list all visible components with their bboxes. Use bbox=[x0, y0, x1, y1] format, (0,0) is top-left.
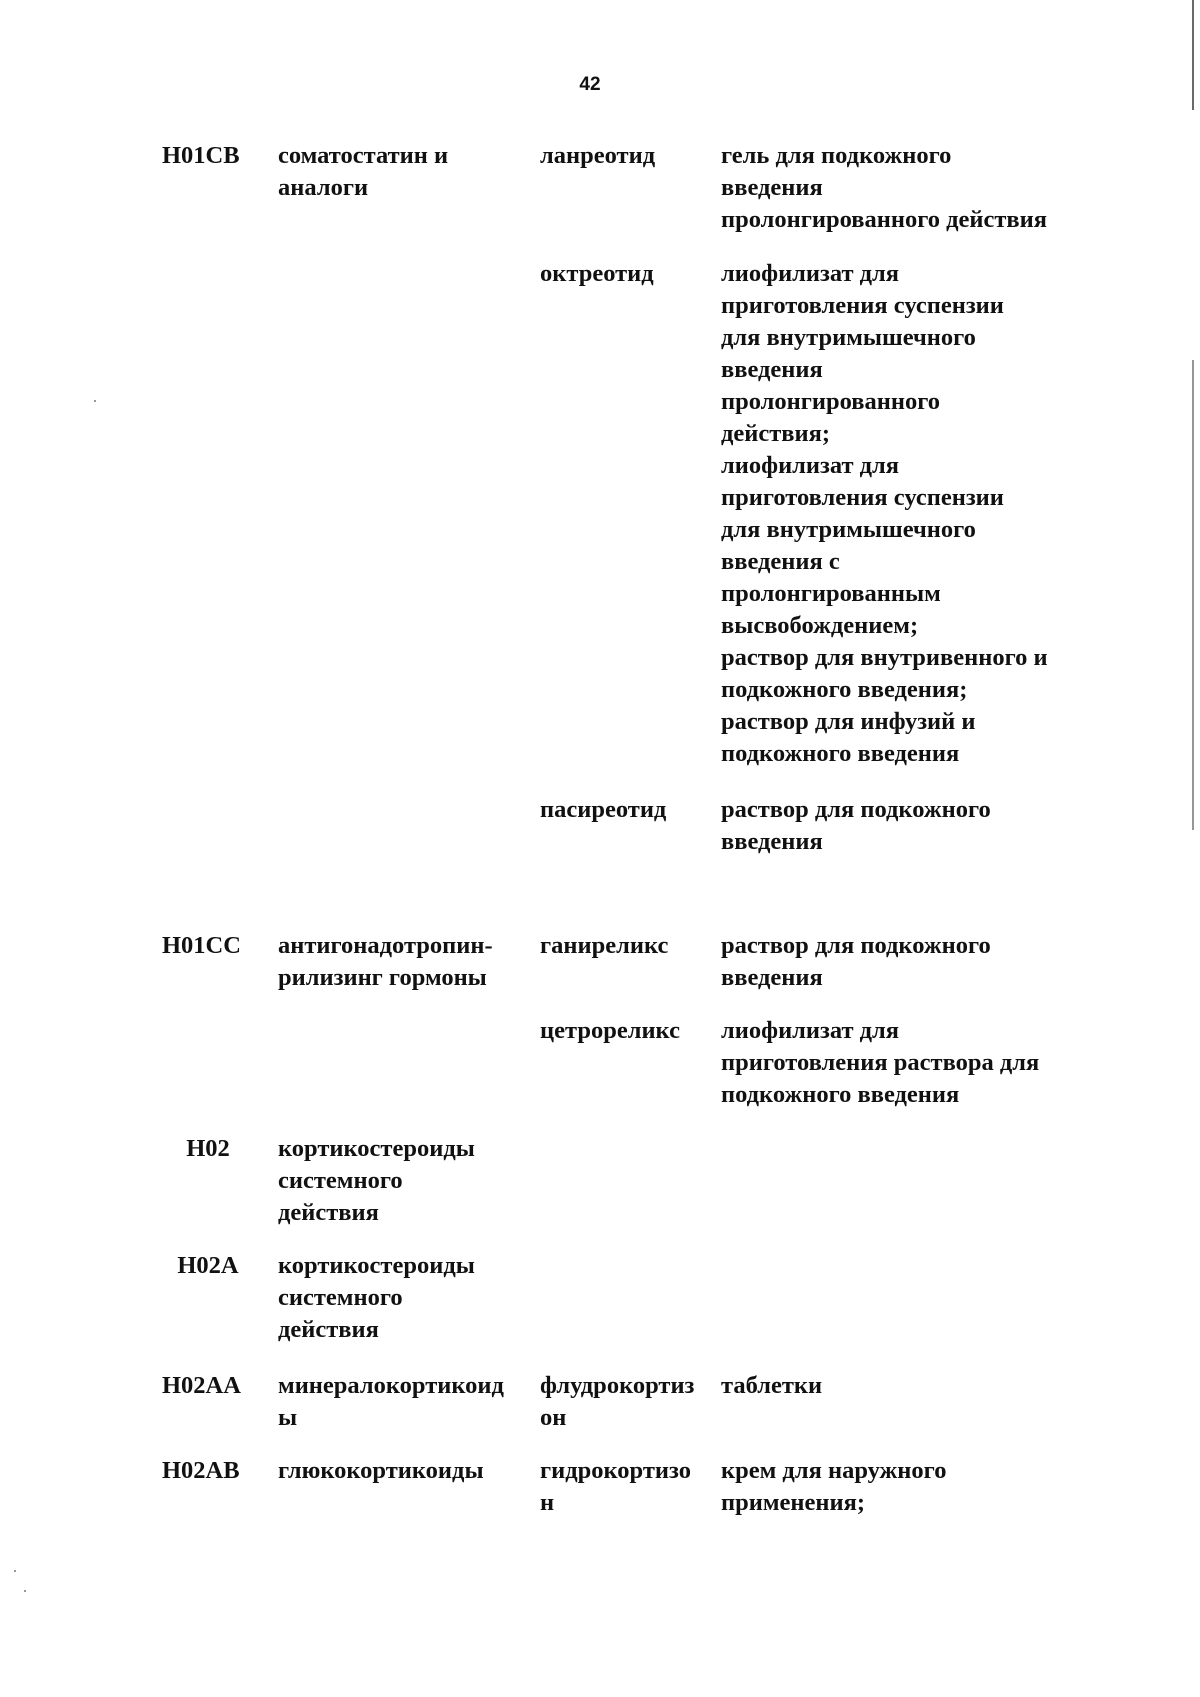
drug-name: флудрокортиз он bbox=[540, 1372, 695, 1431]
atc-code: H01CB bbox=[162, 142, 240, 169]
pharmacological-group: антигонадотропин- рилизинг гормоны bbox=[278, 932, 493, 991]
pharmacological-group: соматостатин и аналоги bbox=[278, 142, 449, 201]
dosage-form: раствор для подкожного введения bbox=[721, 796, 991, 855]
pharmacological-group: глюкокортикоиды bbox=[278, 1457, 484, 1484]
dosage-form: лиофилизат для приготовления суспензии для внутримышечного введения пролонгированного действия; лиофилизат для приготовления суспензии для внутримышечного введения с пролонгированным высвобождением; раствор для внутривенного и подкожного введения; раствор для инфузий и подкожного введения bbox=[721, 260, 1048, 767]
page-number: 42 bbox=[579, 74, 601, 95]
atc-code: H02 bbox=[186, 1135, 230, 1162]
scan-speck bbox=[24, 1590, 26, 1592]
dosage-form: гель для подкожного введения пролонгированного действия bbox=[721, 142, 1048, 233]
atc-code: H02AA bbox=[162, 1372, 241, 1399]
pharmacological-group: кортикостероиды системного действия bbox=[278, 1135, 475, 1226]
scan-speck bbox=[94, 400, 96, 402]
scan-edge-line bbox=[1192, 0, 1194, 110]
scan-speck bbox=[14, 1570, 16, 1572]
pharmacological-group: кортикостероиды системного действия bbox=[278, 1252, 475, 1343]
atc-code: H01CC bbox=[162, 932, 241, 959]
drug-name: гидрокортизо н bbox=[540, 1457, 691, 1516]
drug-name: ганиреликс bbox=[540, 932, 669, 959]
dosage-form: лиофилизат для приготовления раствора для подкожного введения bbox=[721, 1017, 1040, 1108]
dosage-form: таблетки bbox=[721, 1372, 823, 1399]
drug-name: октреотид bbox=[540, 260, 654, 287]
drug-name: ланреотид bbox=[540, 142, 656, 169]
drug-name: пасиреотид bbox=[540, 796, 667, 823]
dosage-form: раствор для подкожного введения bbox=[721, 932, 991, 991]
pharmacological-group: минералокортикоид ы bbox=[278, 1372, 504, 1431]
atc-code: H02AB bbox=[162, 1457, 240, 1484]
drug-name: цетрореликс bbox=[540, 1017, 680, 1044]
scan-edge-line bbox=[1192, 360, 1194, 830]
dosage-form: крем для наружного применения; bbox=[721, 1457, 947, 1516]
atc-code: H02A bbox=[177, 1252, 239, 1279]
